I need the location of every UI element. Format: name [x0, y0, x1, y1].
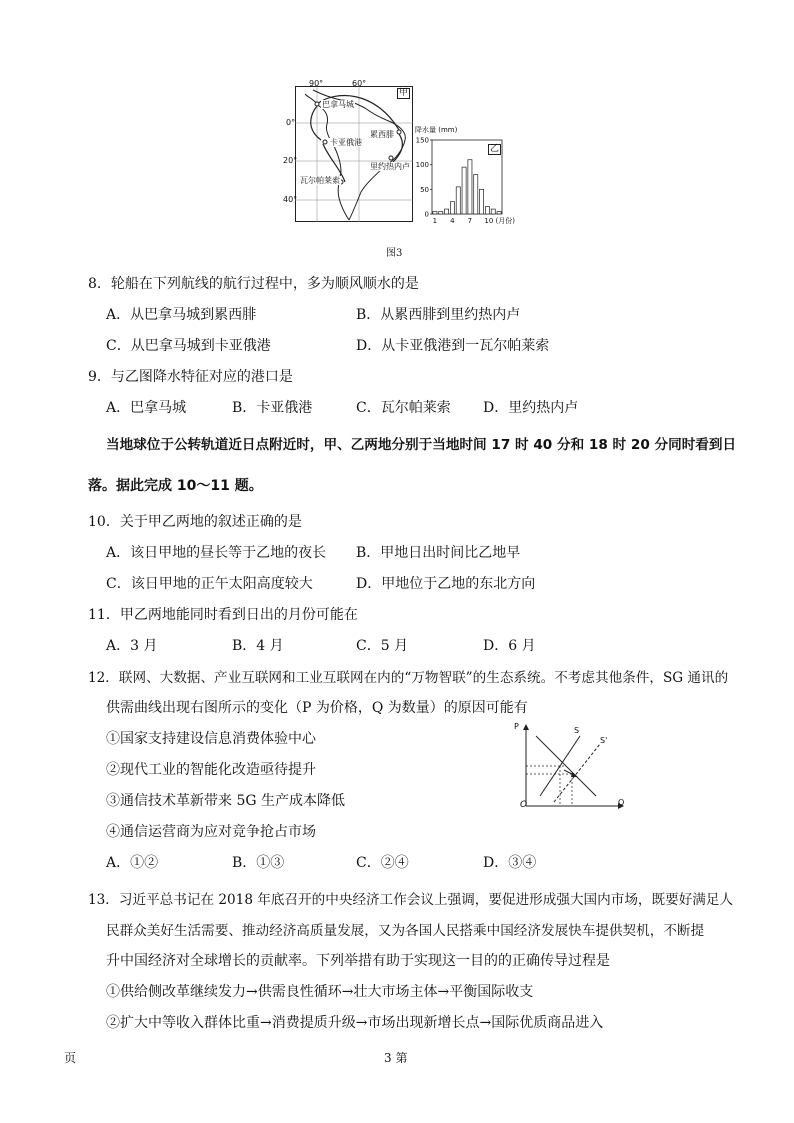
precip-bar-4 [450, 202, 454, 214]
q9-option-d: D．里约热内卢 [483, 400, 579, 416]
q11-option-b: B．4 月 [232, 638, 284, 654]
q12-item-1: ①国家支持建设信息消费体验中心 [106, 731, 316, 747]
q12-option-d: D．③④ [483, 855, 537, 871]
lon-label-60: 60° [352, 79, 367, 88]
precip-chart-svg [410, 126, 534, 228]
precip-bar-3 [445, 209, 449, 214]
lat-label-40: 40° [283, 195, 298, 204]
q9-option-b: B．卡亚俄港 [232, 400, 313, 416]
precip-bar-7 [468, 160, 472, 214]
question-13-line-2: 民群众美好生活需要、推动经济高质量发展，又为各国人民搭乘中国经济发展快车提供契机，不断提 [106, 923, 705, 939]
question-12-line-1: 12．联网、大数据、产业互联网和工业互联网在内的“万物智联”的生态系统。不考虑其他条件，SG 通讯的 [88, 670, 729, 686]
q8-option-b: B．从累西腓到里约热内卢 [356, 307, 521, 323]
port-label-recife: 累西腓 [370, 130, 394, 139]
q10-option-a: A．该日甲地的昼长等于乙地的夜长 [106, 545, 327, 561]
q10-option-d: D．甲地位于乙地的东北方向 [356, 576, 536, 592]
map-panel-label: 甲 [399, 88, 409, 98]
page-number: 3 第 [384, 1051, 408, 1065]
chart-ylabel: 降水量 (mm) [415, 126, 458, 134]
precip-bar-1 [433, 212, 437, 214]
lat-label-20: 20° [283, 156, 298, 165]
x-tick-label: 1 [432, 217, 438, 225]
passage-line-2: 落。据此完成 10～11 题。 [88, 478, 263, 494]
port-label-panama: 巴拿马城 [322, 100, 354, 109]
q11-option-a: A．3 月 [106, 638, 158, 654]
q9-option-a: A．巴拿马城 [106, 400, 187, 416]
q8-option-a: A．从巴拿马城到累西腓 [106, 307, 257, 323]
precip-bar-9 [480, 189, 484, 214]
supply-demand-svg [514, 722, 626, 810]
question-13-line-3: 升中国经济对全球增长的贡献率。下列举措有助于实现这一目的的正确传导过程是 [106, 953, 610, 969]
x-tick-label: 10 (月份) [484, 217, 516, 225]
lon-label-90: 90° [309, 79, 324, 88]
precip-bar-10 [485, 207, 489, 214]
lat-label-0: 0° [286, 118, 296, 127]
port-label-valparaiso: 瓦尔帕莱索 [300, 176, 340, 185]
graph-label-s-prime: S' [600, 736, 608, 745]
q12-option-c: C．②④ [356, 855, 409, 871]
footer-left: 页 [64, 1051, 77, 1065]
figure-caption: 图3 [386, 248, 403, 259]
question-8-stem: 8．轮船在下列航线的航行过程中，多为顺风顺水的是 [88, 276, 419, 292]
question-11-stem: 11．甲乙两地能同时看到日出的月份可能在 [88, 607, 358, 623]
graph-label-s: S [574, 726, 580, 735]
question-12-line-2: 供需曲线出现右图所示的变化（P 为价格，Q 为数量）的原因可能有 [106, 700, 528, 716]
x-tick-label: 7 [467, 217, 473, 225]
port-label-rio: 里约热内卢 [370, 162, 410, 171]
port-label-callao: 卡亚俄港 [330, 138, 362, 147]
q10-option-b: B．甲地日出时间比乙地早 [356, 545, 521, 561]
y-tick-label: 0 [424, 210, 429, 219]
q12-option-a: A．①② [106, 855, 159, 871]
precip-bar-2 [439, 212, 443, 214]
question-10-stem: 10．关于甲乙两地的叙述正确的是 [88, 514, 302, 530]
y-tick-label: 100 [415, 161, 429, 170]
q12-item-2: ②现代工业的智能化改造亟待提升 [106, 762, 316, 778]
graph-label-q: Q [618, 798, 625, 807]
x-tick-label: 4 [450, 217, 455, 225]
q10-option-c: C．该日甲地的正午太阳高度较大 [106, 576, 313, 592]
question-9-stem: 9．与乙图降水特征对应的港口是 [88, 369, 293, 385]
question-13-line-1: 13．习近平总书记在 2018 年底召开的中央经济工作会议上强调，要促进形成强大国内市场，既要好满足人 [88, 892, 734, 908]
precip-chart [410, 126, 534, 228]
q8-option-c: C．从巴拿马城到卡亚俄港 [106, 338, 271, 354]
precip-bar-12 [497, 212, 501, 214]
graph-label-o: O [520, 800, 528, 810]
precip-bar-11 [491, 209, 495, 214]
precip-bar-8 [474, 175, 478, 214]
precip-bar-5 [456, 187, 460, 214]
q11-option-d: D．6 月 [483, 638, 536, 654]
q13-item-1: ①供给侧改革继续发力→供需良性循环→壮大市场主体→平衡国际收支 [106, 984, 534, 1000]
q12-item-4: ④通信运营商为应对竞争抢占市场 [106, 824, 316, 840]
passage-line-1: 当地球位于公转轨道近日点附近时，甲、乙两地分别于当地时间 17 时 40 分和 18 时 20 分同时看到日 [106, 437, 737, 453]
y-tick-label: 50 [420, 185, 429, 194]
map-figure [295, 86, 413, 222]
q11-option-c: C．5 月 [356, 638, 409, 654]
precip-bar-6 [462, 167, 466, 214]
q12-item-3: ③通信技术革新带来 5G 生产成本降低 [106, 793, 345, 809]
graph-label-p: P [514, 722, 519, 731]
q13-item-2: ②扩大中等收入群体比重→消费提质升级→市场出现新增长点→国际优质商品进入 [106, 1015, 604, 1031]
y-tick-label: 150 [415, 136, 429, 145]
q9-option-c: C．瓦尔帕莱索 [356, 400, 451, 416]
q12-option-b: B．①③ [232, 855, 285, 871]
chart-panel-label: 乙 [490, 144, 500, 154]
q8-option-d: D．从卡亚俄港到一瓦尔帕莱索 [356, 338, 550, 354]
supply-demand-graph [514, 722, 626, 810]
